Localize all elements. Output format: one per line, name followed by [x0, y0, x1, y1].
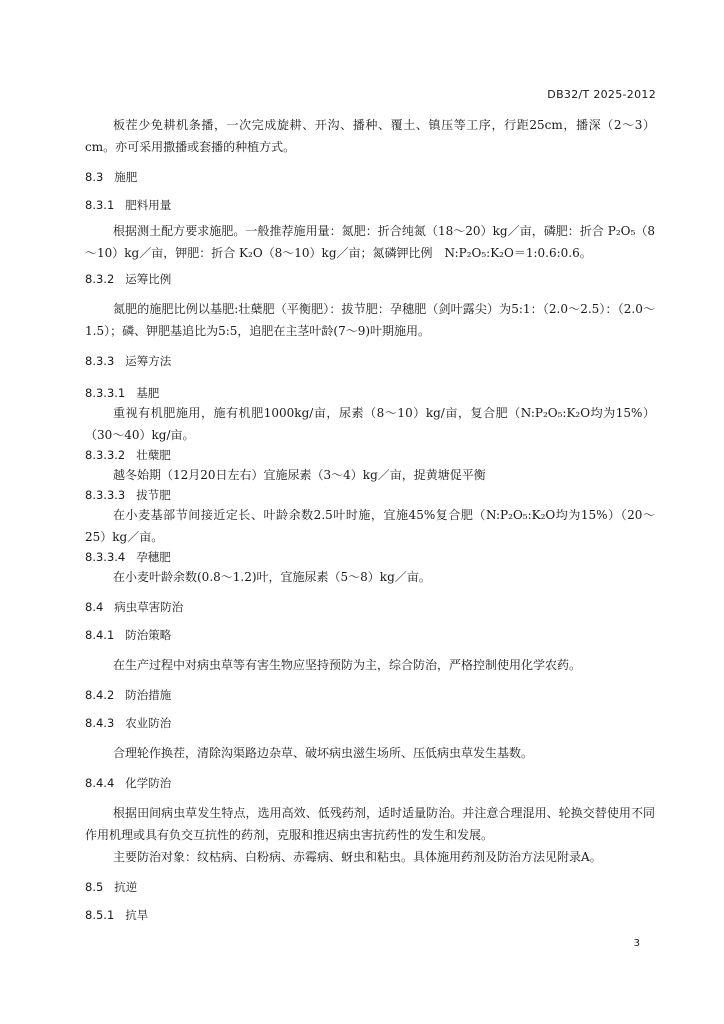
- section-number: 8.3: [85, 170, 104, 184]
- section-number: 8.3.3.4: [85, 550, 126, 564]
- section-heading: [85, 714, 655, 732]
- section-heading: [85, 626, 655, 644]
- section-heading: [85, 384, 655, 402]
- section-title: 孕穗肥: [136, 550, 171, 564]
- paragraph: 在小麦叶龄余数(0.8～1.2)叶，宜施尿素（5～8）kg／亩。: [113, 570, 431, 584]
- section-heading: [85, 598, 655, 616]
- section-title: 抗逆: [114, 880, 138, 894]
- section-title: 抗旱: [125, 908, 149, 922]
- paragraph: 氮肥的施肥比例以基肥:壮蘖肥（平衡肥）：拔节肥：孕穗肥（剑叶露尖）为5:1：（2.0～2.5）：（2.0～1.5）；磷、钾肥基追比为5:5，追肥在主茎叶龄(7～9)叶期施用。: [85, 302, 655, 338]
- section-title: 病虫草害防治: [114, 600, 184, 614]
- section-title: 运筹方法: [125, 354, 172, 368]
- section-title: 防治策略: [125, 628, 172, 642]
- section-heading: [85, 878, 655, 896]
- document-body: [85, 114, 655, 924]
- section-heading: [85, 906, 655, 924]
- section-number: 8.5.1: [85, 908, 115, 922]
- section-title: 农业防治: [125, 716, 172, 730]
- paragraph: 主要防治对象：纹枯病、白粉病、赤霉病、蚜虫和粘虫。具体施用药剂及防治方法见附录A。: [113, 850, 602, 864]
- section-heading: [85, 352, 655, 370]
- section-heading: [85, 446, 655, 464]
- section-number: 8.4: [85, 600, 104, 614]
- section-heading: [85, 774, 655, 792]
- section-title: 防治措施: [125, 688, 172, 702]
- section-number: 8.4.2: [85, 688, 115, 702]
- section-title: 拔节肥: [136, 488, 171, 502]
- section-title: 肥料用量: [125, 198, 172, 212]
- section-title: 壮蘖肥: [136, 448, 171, 462]
- paragraph: 板茬少免耕机条播，一次完成旋耕、开沟、播种、覆土、镇压等工序，行距25cm，播深（2～3）cm。亦可采用撒播或套播的种植方式。: [85, 118, 655, 154]
- section-number: 8.4.4: [85, 776, 115, 790]
- section-number: 8.4.1: [85, 628, 115, 642]
- section-heading: [85, 686, 655, 704]
- section-title: 施肥: [114, 170, 138, 184]
- section-number: 8.3.3.2: [85, 448, 126, 462]
- section-number: 8.4.3: [85, 716, 115, 730]
- section-title: 基肥: [136, 386, 160, 400]
- section-number: 8.3.3.3: [85, 488, 126, 502]
- section-heading: [85, 270, 655, 288]
- section-title: 运筹比例: [125, 272, 172, 286]
- paragraph: 根据测土配方要求施肥。一般推荐施用量：氮肥：折合纯氮（18～20）kg／亩，磷肥：折合 P₂O₅（8～10）kg／亩，钾肥：折合 K₂O（8～10）kg／亩；氮磷钾比例 N:P₂O₅:K₂O＝1:0.6:0.6。: [85, 224, 655, 260]
- section-number: 8.5: [85, 880, 104, 894]
- paragraph: 根据田间病虫草发生特点，选用高效、低残药剂，适时适量防治。并注意合理混用、轮换交替使用不同作用机理或具有负交互抗性的药剂，克服和推迟病虫害抗药性的发生和发展。: [85, 806, 655, 842]
- section-number: 8.3.3: [85, 354, 115, 368]
- section-number: 8.3.3.1: [85, 386, 126, 400]
- paragraph: 合理轮作换茬，清除沟渠路边杂草、破坏病虫滋生场所、压低病虫草发生基数。: [113, 746, 534, 760]
- page-number: 3: [633, 938, 640, 949]
- section-title: 化学防治: [125, 776, 172, 790]
- paragraph: 在生产过程中对病虫草等有害生物应坚持预防为主，综合防治，严格控制使用化学农药。: [113, 658, 582, 672]
- paragraph: 重视有机肥施用，施有机肥1000kg/亩，尿素（8～10）kg/亩，复合肥（N:P₂O₅:K₂O均为15%）（30～40）kg/亩。: [85, 406, 655, 442]
- section-number: 8.3.2: [85, 272, 115, 286]
- standard-code: DB32/T 2025-2012: [547, 88, 656, 101]
- paragraph: 在小麦基部节间接近定长、叶龄余数2.5叶时施，宜施45%复合肥（N:P₂O₅:K₂O均为15%）（20～25）kg／亩。: [85, 508, 655, 544]
- section-number: 8.3.1: [85, 198, 115, 212]
- section-heading: [85, 196, 655, 214]
- paragraph: 越冬始期（12月20日左右）宜施尿素（3～4）kg／亩，捉黄塘促平衡: [113, 468, 486, 482]
- section-heading: [85, 486, 655, 504]
- section-heading: [85, 168, 655, 186]
- section-heading: [85, 548, 655, 566]
